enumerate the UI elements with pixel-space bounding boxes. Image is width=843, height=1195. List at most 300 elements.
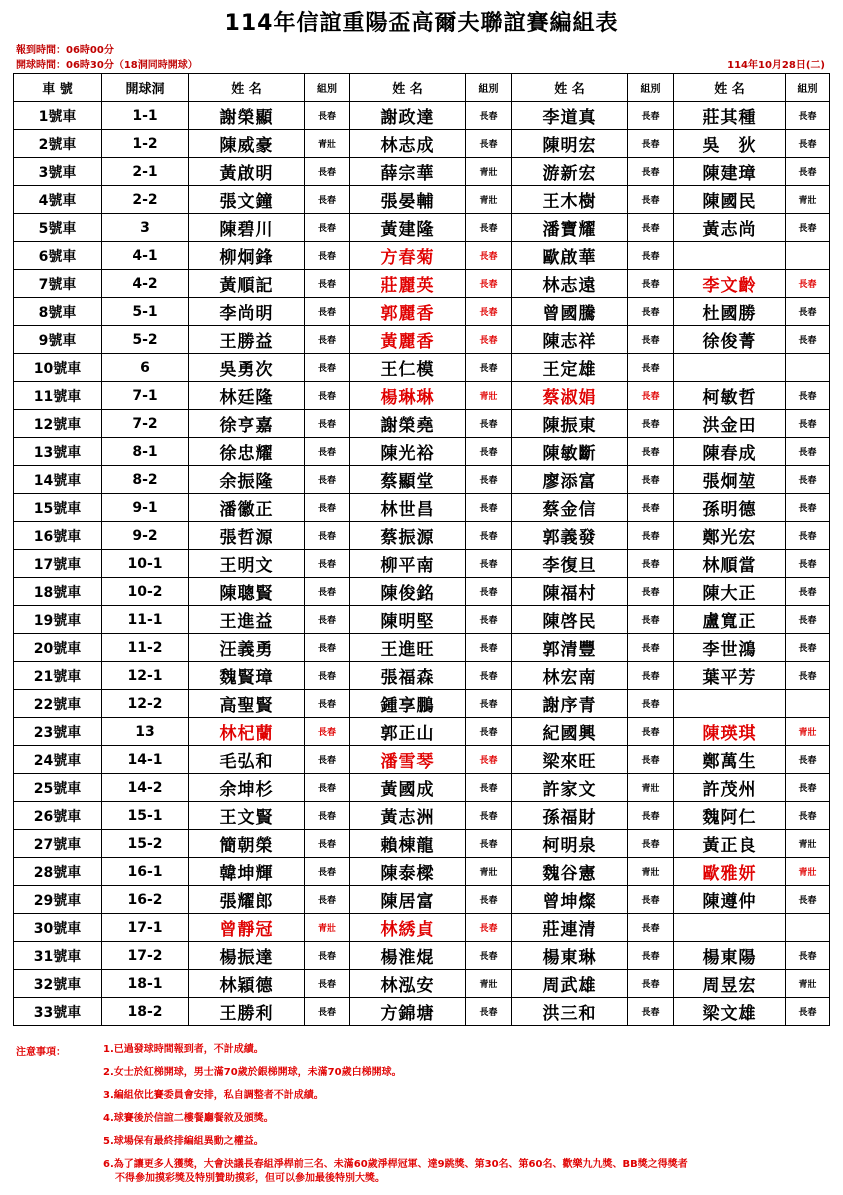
player-group: 長春 <box>305 774 350 802</box>
table-row <box>14 802 830 830</box>
player-name: 柳平南 <box>350 550 466 578</box>
player-name: 方錦塘 <box>350 998 466 1026</box>
player-name: 郭麗香 <box>350 298 466 326</box>
player-name: 王文賢 <box>189 802 305 830</box>
player-group: 長春 <box>786 158 830 186</box>
player-group: 長春 <box>305 298 350 326</box>
player-name: 黃建隆 <box>350 214 466 242</box>
player-group: 長春 <box>466 774 512 802</box>
player-name: 莊連清 <box>512 914 628 942</box>
player-group: 長春 <box>628 130 674 158</box>
player-name: 洪三和 <box>512 998 628 1026</box>
player-group: 青壯 <box>786 858 830 886</box>
page-title: 114年信誼重陽盃高爾夫聯誼賽編組表 <box>224 11 619 36</box>
table-row <box>14 634 830 662</box>
player-group: 長春 <box>628 410 674 438</box>
table-row <box>14 270 830 298</box>
table-row <box>14 606 830 634</box>
player-name: 黃志尚 <box>674 214 786 242</box>
player-name <box>674 354 786 382</box>
player-group: 長春 <box>628 802 674 830</box>
car-number: 28號車 <box>14 858 102 886</box>
player-name: 梁文雄 <box>674 998 786 1026</box>
player-name: 謝序青 <box>512 690 628 718</box>
player-name: 高聖賢 <box>189 690 305 718</box>
player-group: 長春 <box>628 970 674 998</box>
player-name <box>674 242 786 270</box>
table-row <box>14 914 830 942</box>
player-name: 黃志洲 <box>350 802 466 830</box>
player-group: 長春 <box>786 942 830 970</box>
player-group: 長春 <box>628 746 674 774</box>
player-name: 潘徽正 <box>189 494 305 522</box>
note-item: 5.球場保有最終排編組異動之權益。 <box>103 1136 264 1147</box>
player-name: 陳威豪 <box>189 130 305 158</box>
table-row <box>14 382 830 410</box>
player-name <box>674 690 786 718</box>
player-group: 長春 <box>628 942 674 970</box>
player-name: 蔡顯堂 <box>350 466 466 494</box>
player-group: 長春 <box>628 158 674 186</box>
player-name: 林杞蘭 <box>189 718 305 746</box>
player-group: 長春 <box>305 158 350 186</box>
player-group: 長春 <box>628 494 674 522</box>
player-group: 長春 <box>466 914 512 942</box>
player-name: 張晏輔 <box>350 186 466 214</box>
car-number: 10號車 <box>14 354 102 382</box>
table-row <box>14 438 830 466</box>
table-row <box>14 326 830 354</box>
tee-hole: 14-2 <box>102 774 189 802</box>
header-name: 姓 名 <box>189 74 305 102</box>
tee-time: 開球時間：06時30分（18洞同時開球） <box>16 60 198 71</box>
player-name: 吳 狄 <box>674 130 786 158</box>
grouping-table <box>13 73 830 1026</box>
player-name: 魏阿仁 <box>674 802 786 830</box>
tee-hole: 5-1 <box>102 298 189 326</box>
player-group: 長春 <box>466 102 512 130</box>
player-group: 長春 <box>305 746 350 774</box>
table-row <box>14 242 830 270</box>
player-group: 長春 <box>628 830 674 858</box>
car-number: 7號車 <box>14 270 102 298</box>
player-name: 毛弘和 <box>189 746 305 774</box>
player-name: 柳炯鋒 <box>189 242 305 270</box>
car-number: 22號車 <box>14 690 102 718</box>
player-name: 魏谷憲 <box>512 858 628 886</box>
player-name: 楊淮焜 <box>350 942 466 970</box>
car-number: 30號車 <box>14 914 102 942</box>
player-group: 長春 <box>628 466 674 494</box>
car-number: 8號車 <box>14 298 102 326</box>
player-name: 方春菊 <box>350 242 466 270</box>
player-group: 長春 <box>305 634 350 662</box>
report-time: 報到時間：06時00分 <box>16 45 114 56</box>
player-group: 長春 <box>628 214 674 242</box>
player-name: 林泓安 <box>350 970 466 998</box>
player-group: 青壯 <box>786 970 830 998</box>
player-group: 長春 <box>466 746 512 774</box>
player-name: 陳啓民 <box>512 606 628 634</box>
car-number: 5號車 <box>14 214 102 242</box>
player-name: 鄭光宏 <box>674 522 786 550</box>
tee-hole: 8-2 <box>102 466 189 494</box>
tee-hole: 14-1 <box>102 746 189 774</box>
player-group: 長春 <box>628 634 674 662</box>
header-name: 姓 名 <box>674 74 786 102</box>
note-item: 1.已過發球時間報到者，不計成績。 <box>103 1044 264 1055</box>
player-group: 長春 <box>305 606 350 634</box>
player-group: 長春 <box>305 550 350 578</box>
header-name: 姓 名 <box>350 74 466 102</box>
player-group: 長春 <box>305 942 350 970</box>
note-item: 2.女士於紅梯開球，男士滿70歲於銀梯開球，未滿70歲白梯開球。 <box>103 1067 402 1078</box>
player-group: 長春 <box>786 494 830 522</box>
player-group: 青壯 <box>466 158 512 186</box>
player-group: 長春 <box>466 886 512 914</box>
player-group: 長春 <box>466 718 512 746</box>
car-number: 4號車 <box>14 186 102 214</box>
table-row <box>14 494 830 522</box>
player-group: 青壯 <box>786 186 830 214</box>
player-name: 郭清豐 <box>512 634 628 662</box>
player-name: 陳振東 <box>512 410 628 438</box>
player-name: 王勝利 <box>189 998 305 1026</box>
player-name: 黃麗香 <box>350 326 466 354</box>
player-group: 長春 <box>466 410 512 438</box>
tee-hole: 7-1 <box>102 382 189 410</box>
player-group: 長春 <box>305 690 350 718</box>
player-group: 長春 <box>305 438 350 466</box>
tee-hole: 2-2 <box>102 186 189 214</box>
header-group: 組別 <box>466 74 512 102</box>
notes-label: 注意事項： <box>16 1047 66 1058</box>
player-group: 長春 <box>466 802 512 830</box>
player-name: 謝榮顯 <box>189 102 305 130</box>
player-name: 蔡金信 <box>512 494 628 522</box>
player-group: 長春 <box>786 886 830 914</box>
player-group: 青壯 <box>466 858 512 886</box>
player-group: 長春 <box>786 998 830 1026</box>
player-group: 長春 <box>466 578 512 606</box>
player-group: 青壯 <box>466 970 512 998</box>
player-group: 長春 <box>466 242 512 270</box>
player-group: 長春 <box>305 718 350 746</box>
player-group: 長春 <box>786 298 830 326</box>
player-group: 長春 <box>305 494 350 522</box>
player-name: 陳居富 <box>350 886 466 914</box>
player-name: 柯明泉 <box>512 830 628 858</box>
player-group: 長春 <box>466 298 512 326</box>
car-number: 17號車 <box>14 550 102 578</box>
player-group: 長春 <box>466 214 512 242</box>
player-name: 楊琳琳 <box>350 382 466 410</box>
note-item: 3.編組依比賽委員會安排，私自調整者不計成績。 <box>103 1090 324 1101</box>
player-group: 長春 <box>628 242 674 270</box>
player-name: 盧寬正 <box>674 606 786 634</box>
player-group: 長春 <box>786 578 830 606</box>
player-group: 長春 <box>628 578 674 606</box>
player-group: 長春 <box>786 662 830 690</box>
player-name: 王勝益 <box>189 326 305 354</box>
player-group: 長春 <box>305 214 350 242</box>
player-name: 歐啟華 <box>512 242 628 270</box>
header-row <box>14 74 830 102</box>
tee-hole: 1-2 <box>102 130 189 158</box>
tee-hole: 18-1 <box>102 970 189 998</box>
tee-hole: 8-1 <box>102 438 189 466</box>
player-group <box>786 690 830 718</box>
player-group: 長春 <box>466 830 512 858</box>
player-name: 孫明德 <box>674 494 786 522</box>
player-group: 長春 <box>628 998 674 1026</box>
player-name: 鄭萬生 <box>674 746 786 774</box>
player-group: 長春 <box>628 438 674 466</box>
car-number: 6號車 <box>14 242 102 270</box>
player-group: 長春 <box>786 326 830 354</box>
player-name: 葉平芳 <box>674 662 786 690</box>
car-number: 3號車 <box>14 158 102 186</box>
player-name: 陳泰樑 <box>350 858 466 886</box>
player-group: 長春 <box>305 102 350 130</box>
tee-hole: 15-1 <box>102 802 189 830</box>
player-name: 蔡振源 <box>350 522 466 550</box>
player-name: 薛宗華 <box>350 158 466 186</box>
car-number: 23號車 <box>14 718 102 746</box>
table-row <box>14 746 830 774</box>
player-name: 林穎德 <box>189 970 305 998</box>
player-name: 許家文 <box>512 774 628 802</box>
car-number: 31號車 <box>14 942 102 970</box>
player-name: 王定雄 <box>512 354 628 382</box>
player-name: 張福森 <box>350 662 466 690</box>
table-row <box>14 998 830 1026</box>
player-group: 長春 <box>628 326 674 354</box>
header-group: 組別 <box>786 74 830 102</box>
player-name: 周武雄 <box>512 970 628 998</box>
player-name: 陳建璋 <box>674 158 786 186</box>
tee-hole: 6 <box>102 354 189 382</box>
header-hole: 開球洞 <box>102 74 189 102</box>
player-group: 長春 <box>466 942 512 970</box>
player-name: 黃啟明 <box>189 158 305 186</box>
player-group: 長春 <box>628 186 674 214</box>
table-row <box>14 466 830 494</box>
player-name: 孫福財 <box>512 802 628 830</box>
table-row <box>14 690 830 718</box>
player-group: 長春 <box>786 550 830 578</box>
player-name: 曾靜冠 <box>189 914 305 942</box>
player-name: 楊振達 <box>189 942 305 970</box>
player-group: 長春 <box>305 578 350 606</box>
table-row <box>14 214 830 242</box>
player-name: 張耀郎 <box>189 886 305 914</box>
player-group: 長春 <box>786 270 830 298</box>
player-group: 青壯 <box>628 774 674 802</box>
player-group: 長春 <box>628 606 674 634</box>
player-name: 韓坤輝 <box>189 858 305 886</box>
player-group: 長春 <box>305 886 350 914</box>
player-group: 長春 <box>466 606 512 634</box>
player-name: 紀國興 <box>512 718 628 746</box>
car-number: 14號車 <box>14 466 102 494</box>
player-group: 長春 <box>786 438 830 466</box>
player-group: 長春 <box>786 382 830 410</box>
player-name: 王仁模 <box>350 354 466 382</box>
player-name: 楊東陽 <box>674 942 786 970</box>
player-name: 郭義發 <box>512 522 628 550</box>
player-name: 陳國民 <box>674 186 786 214</box>
tee-hole: 1-1 <box>102 102 189 130</box>
header-name: 姓 名 <box>512 74 628 102</box>
player-group: 青壯 <box>466 186 512 214</box>
player-group: 長春 <box>628 718 674 746</box>
player-group: 長春 <box>305 382 350 410</box>
player-name: 陳敏斷 <box>512 438 628 466</box>
player-name: 張文鐘 <box>189 186 305 214</box>
player-group: 長春 <box>466 354 512 382</box>
player-group: 長春 <box>305 270 350 298</box>
player-name: 李文齡 <box>674 270 786 298</box>
car-number: 21號車 <box>14 662 102 690</box>
player-name: 林志成 <box>350 130 466 158</box>
player-group: 長春 <box>628 102 674 130</box>
player-group: 長春 <box>786 410 830 438</box>
player-group: 青壯 <box>305 914 350 942</box>
player-name: 陳福村 <box>512 578 628 606</box>
player-name: 黃國成 <box>350 774 466 802</box>
player-group: 長春 <box>628 382 674 410</box>
player-name: 王明文 <box>189 550 305 578</box>
tee-hole: 17-2 <box>102 942 189 970</box>
player-name: 潘寶耀 <box>512 214 628 242</box>
table-row <box>14 522 830 550</box>
tee-hole: 11-1 <box>102 606 189 634</box>
player-group: 長春 <box>628 662 674 690</box>
player-group: 長春 <box>466 550 512 578</box>
player-name: 廖添富 <box>512 466 628 494</box>
player-name: 柯敏哲 <box>674 382 786 410</box>
car-number: 13號車 <box>14 438 102 466</box>
player-name: 王進益 <box>189 606 305 634</box>
player-name: 陳聰賢 <box>189 578 305 606</box>
table-row <box>14 186 830 214</box>
player-name: 陳明堅 <box>350 606 466 634</box>
player-group: 長春 <box>305 466 350 494</box>
player-name: 吳勇次 <box>189 354 305 382</box>
tee-hole: 4-1 <box>102 242 189 270</box>
player-name: 潘雪琴 <box>350 746 466 774</box>
player-name: 陳俊銘 <box>350 578 466 606</box>
tee-hole: 18-2 <box>102 998 189 1026</box>
player-name: 徐俊菁 <box>674 326 786 354</box>
car-number: 26號車 <box>14 802 102 830</box>
car-number: 19號車 <box>14 606 102 634</box>
table-row <box>14 886 830 914</box>
player-group: 長春 <box>628 298 674 326</box>
player-name <box>674 914 786 942</box>
player-group: 長春 <box>466 662 512 690</box>
car-number: 15號車 <box>14 494 102 522</box>
player-name: 陳大正 <box>674 578 786 606</box>
player-group: 長春 <box>305 522 350 550</box>
player-name: 謝政達 <box>350 102 466 130</box>
tee-hole: 4-2 <box>102 270 189 298</box>
player-name: 陳瑛琪 <box>674 718 786 746</box>
player-name: 林宏南 <box>512 662 628 690</box>
player-group: 長春 <box>628 550 674 578</box>
player-group: 長春 <box>786 606 830 634</box>
player-name: 陳志祥 <box>512 326 628 354</box>
player-name: 鍾享鵬 <box>350 690 466 718</box>
player-name: 徐忠耀 <box>189 438 305 466</box>
table-row <box>14 774 830 802</box>
player-group: 長春 <box>786 522 830 550</box>
car-number: 25號車 <box>14 774 102 802</box>
tee-hole: 12-2 <box>102 690 189 718</box>
player-name: 賴棟龍 <box>350 830 466 858</box>
player-name: 許茂州 <box>674 774 786 802</box>
notes-list <box>103 1043 823 1195</box>
note-item: 不得參加摸彩獎及特別贊助摸彩，但可以參加最後特別大獎。 <box>115 1173 385 1184</box>
player-name: 林志遠 <box>512 270 628 298</box>
player-name: 李世鴻 <box>674 634 786 662</box>
player-name: 徐亨嘉 <box>189 410 305 438</box>
player-name: 楊東琳 <box>512 942 628 970</box>
player-name: 余振隆 <box>189 466 305 494</box>
player-group: 青壯 <box>305 130 350 158</box>
player-group: 長春 <box>466 522 512 550</box>
player-group: 長春 <box>305 326 350 354</box>
tee-hole: 5-2 <box>102 326 189 354</box>
player-group: 長春 <box>466 130 512 158</box>
tee-hole: 13 <box>102 718 189 746</box>
player-name: 洪金田 <box>674 410 786 438</box>
tee-hole: 2-1 <box>102 158 189 186</box>
table-row <box>14 410 830 438</box>
note-item: 6.為了讓更多人獲獎，大會決議長春組淨桿前三名、未滿60歲淨桿冠軍、達9跳獎、第30名、第60名、歡樂九九獎、BB獎之得獎者 <box>103 1159 688 1170</box>
car-number: 29號車 <box>14 886 102 914</box>
player-name: 林世昌 <box>350 494 466 522</box>
tee-hole: 9-1 <box>102 494 189 522</box>
player-group: 長春 <box>305 662 350 690</box>
table-row <box>14 718 830 746</box>
tee-hole: 9-2 <box>102 522 189 550</box>
player-group: 長春 <box>628 886 674 914</box>
car-number: 1號車 <box>14 102 102 130</box>
player-name: 張哲源 <box>189 522 305 550</box>
tee-hole: 10-2 <box>102 578 189 606</box>
event-date: 114年10月28日(二) <box>727 60 825 71</box>
player-group: 長春 <box>466 634 512 662</box>
table-row <box>14 970 830 998</box>
player-name: 郭正山 <box>350 718 466 746</box>
player-name: 陳碧川 <box>189 214 305 242</box>
tee-hole: 16-1 <box>102 858 189 886</box>
player-group: 長春 <box>305 830 350 858</box>
player-group: 長春 <box>628 690 674 718</box>
tee-hole: 11-2 <box>102 634 189 662</box>
table-row <box>14 578 830 606</box>
player-name: 李尚明 <box>189 298 305 326</box>
player-name: 杜國勝 <box>674 298 786 326</box>
player-name: 簡朝榮 <box>189 830 305 858</box>
player-group: 長春 <box>786 466 830 494</box>
player-name: 陳光裕 <box>350 438 466 466</box>
player-group: 長春 <box>466 438 512 466</box>
player-group: 長春 <box>786 102 830 130</box>
header-group: 組別 <box>305 74 350 102</box>
